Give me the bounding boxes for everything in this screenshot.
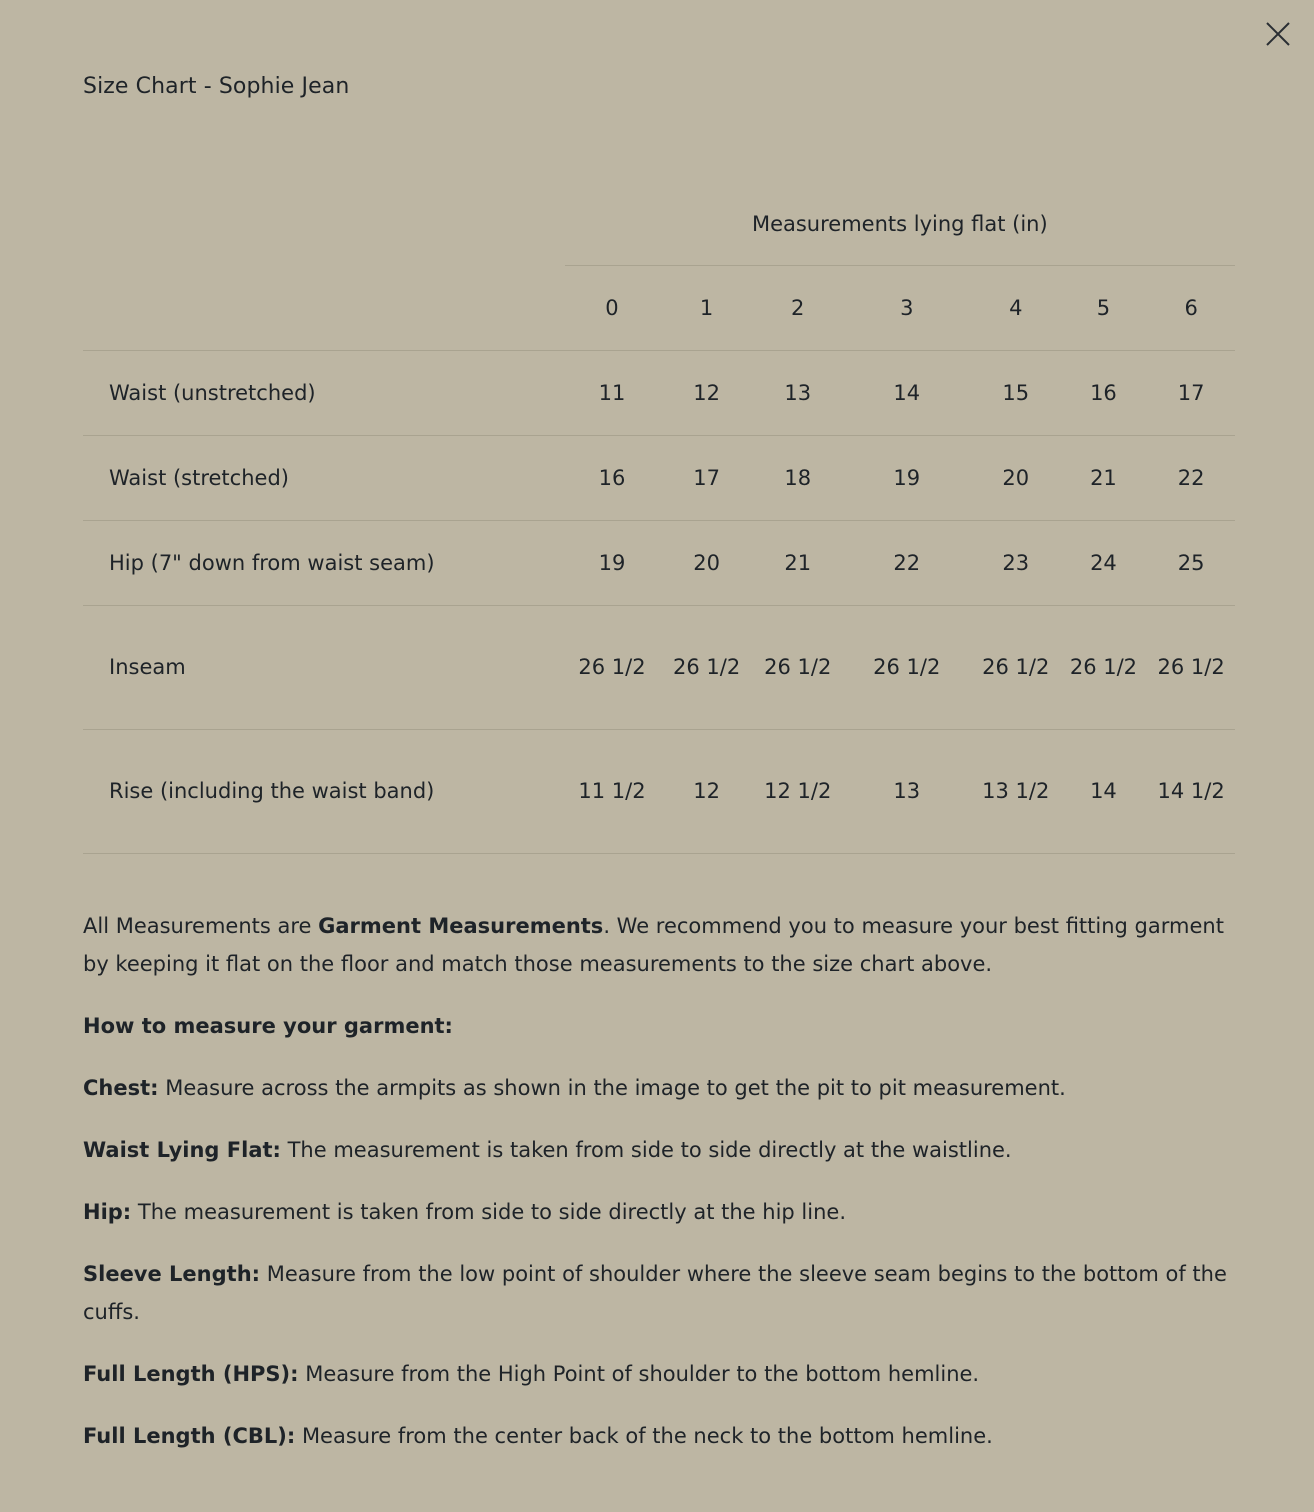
how-to-heading-text: How to measure your garment: [83,1014,453,1038]
cell-value: 12 1/2 [754,729,842,853]
instruction-text: The measurement is taken from side to side directly at the waistline. [280,1138,1012,1162]
cell-value: 16 [565,435,660,520]
row-label: Rise (including the waist band) [83,729,565,853]
instruction-item [83,1255,1243,1331]
intro-paragraph [83,907,1243,983]
cell-value: 11 [565,350,660,435]
instruction-text: Measure from the center back of the neck to the bottom hemline. [295,1424,993,1448]
instruction-item [83,1355,1243,1393]
close-icon [1265,21,1291,47]
size-header: 4 [972,265,1060,350]
size-label-cell [83,265,565,350]
cell-value: 25 [1147,520,1235,605]
size-header: 5 [1060,265,1148,350]
cell-value: 26 1/2 [1147,605,1235,729]
table-row [83,350,1235,435]
instruction-term: Full Length (HPS): [83,1362,299,1386]
cell-value: 11 1/2 [565,729,660,853]
instruction-text: Measure from the low point of shoulder where the sleeve seam begins to the bottom of the cuffs. [83,1262,1227,1324]
cell-value: 14 [1060,729,1148,853]
cell-value: 26 1/2 [754,605,842,729]
cell-value: 13 1/2 [972,729,1060,853]
header-empty-cell [83,180,565,265]
row-label: Inseam [83,605,565,729]
cell-value: 12 [659,350,754,435]
cell-value: 20 [972,435,1060,520]
cell-value: 19 [842,435,972,520]
size-header: 1 [659,265,754,350]
instruction-term: Waist Lying Flat: [83,1138,281,1162]
row-label: Waist (unstretched) [83,350,565,435]
modal-title: Size Chart - Sophie Jean [83,74,350,99]
cell-value: 20 [659,520,754,605]
cell-value: 26 1/2 [1060,605,1148,729]
size-header: 2 [754,265,842,350]
table-row [83,729,1235,853]
cell-value: 14 [842,350,972,435]
instruction-text: Measure from the High Point of shoulder to the bottom hemline. [298,1362,980,1386]
measurement-notes [83,907,1243,1479]
row-label: Hip (7" down from waist seam) [83,520,565,605]
size-header: 6 [1147,265,1235,350]
table-row [83,605,1235,729]
row-label: Waist (stretched) [83,435,565,520]
intro-text: All Measurements are [83,914,319,938]
size-header: 3 [842,265,972,350]
how-to-heading [83,1007,1243,1045]
cell-value: 18 [754,435,842,520]
cell-value: 16 [1060,350,1148,435]
instruction-item [83,1131,1243,1169]
cell-value: 26 1/2 [659,605,754,729]
instruction-text: Measure across the armpits as shown in the image to get the pit to pit measurement. [158,1076,1066,1100]
cell-value: 22 [842,520,972,605]
instruction-term: Hip: [83,1200,132,1224]
size-chart-table [83,180,1235,854]
close-button[interactable] [1260,16,1296,52]
intro-bold: Garment Measurements [318,914,604,938]
instruction-term: Chest: [83,1076,159,1100]
cell-value: 17 [1147,350,1235,435]
cell-value: 19 [565,520,660,605]
size-header: 0 [565,265,660,350]
cell-value: 26 1/2 [842,605,972,729]
instruction-term: Full Length (CBL): [83,1424,296,1448]
cell-value: 13 [842,729,972,853]
cell-value: 24 [1060,520,1148,605]
instruction-item [83,1417,1243,1455]
group-header: Measurements lying flat (in) [565,180,1235,265]
cell-value: 21 [1060,435,1148,520]
instruction-item [83,1193,1243,1231]
cell-value: 23 [972,520,1060,605]
cell-value: 12 [659,729,754,853]
cell-value: 17 [659,435,754,520]
table-row [83,520,1235,605]
cell-value: 26 1/2 [565,605,660,729]
table-row [83,435,1235,520]
cell-value: 26 1/2 [972,605,1060,729]
cell-value: 21 [754,520,842,605]
cell-value: 22 [1147,435,1235,520]
instruction-term: Sleeve Length: [83,1262,261,1286]
instruction-item [83,1069,1243,1107]
cell-value: 15 [972,350,1060,435]
instruction-text: The measurement is taken from side to side directly at the hip line. [131,1200,846,1224]
cell-value: 13 [754,350,842,435]
cell-value: 14 1/2 [1147,729,1235,853]
intro-text: . We recommend you to measure your best fitting garment by keeping it flat on the floor and match those measurements to the size chart above. [83,914,1224,976]
